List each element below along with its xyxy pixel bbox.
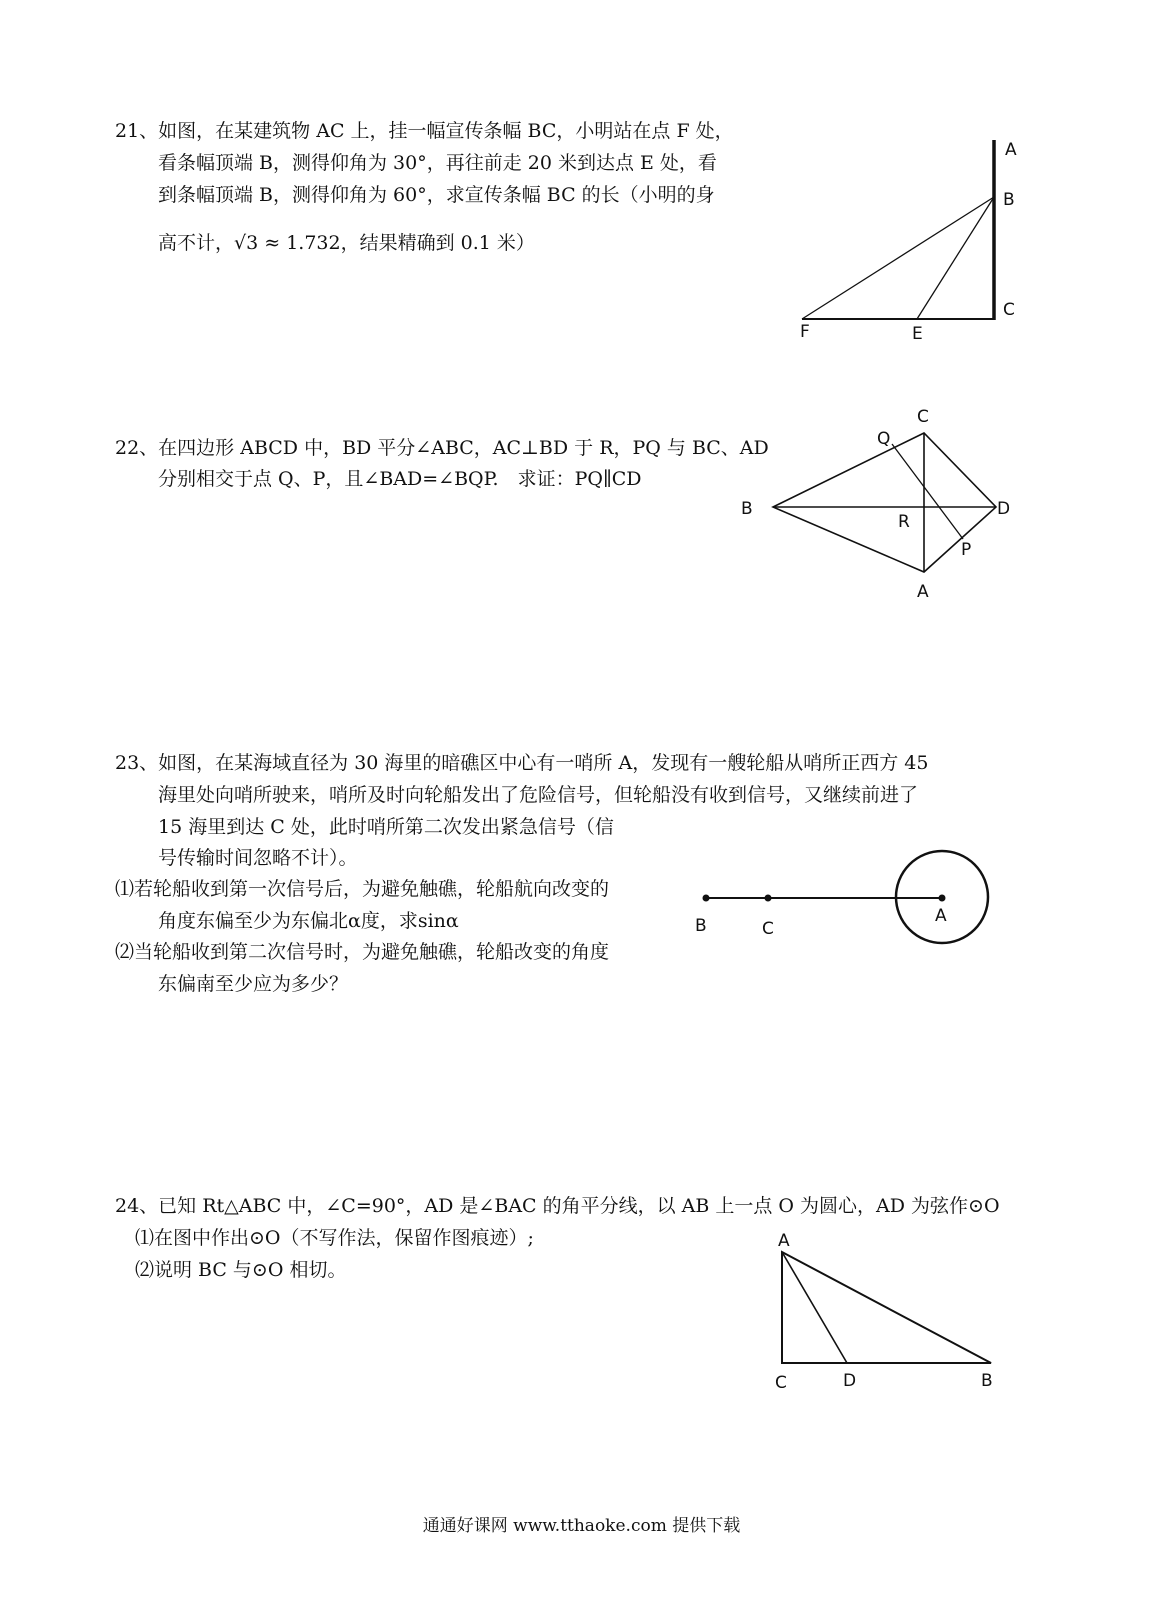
triangle-abc — [782, 1252, 991, 1363]
problem-23-line-4: 号传输时间忽略不计）。 — [158, 847, 358, 869]
problem-23-line-6: 角度东偏至少为东偏北α度，求sinα — [158, 910, 459, 932]
problem-23-line-7: ⑵当轮船收到第二次信号时，为避免触礁，轮船改变的角度 — [115, 941, 610, 963]
problem-23-line-3: 15 海里到达 C 处，此时哨所第二次发出紧急信号（信 — [158, 816, 614, 838]
sightline-eb — [917, 197, 994, 319]
label-a: A — [917, 582, 929, 602]
problem-24-line-1: 24、已知 Rt△ABC 中，∠C=90°，AD 是∠BAC 的角平分线，以 AB 上一点 O 为圆心，AD 为弦作⊙O — [115, 1195, 1000, 1217]
sightline-fb — [802, 197, 994, 319]
point-c-dot — [765, 895, 771, 901]
problem-21-line-4: 高不计，√3 ≈ 1.732，结果精确到 0.1 米） — [158, 232, 535, 254]
problem-21-line-3: 到条幅顶端 B，测得仰角为 60°，求宣传条幅 BC 的长（小明的身 — [158, 184, 715, 206]
figure-21-banner-diagram — [790, 125, 1050, 355]
label-a: A — [935, 906, 947, 926]
figure-22-quadrilateral — [735, 400, 1025, 610]
label-b: B — [741, 499, 753, 519]
problem-21-line-1: 21、如图，在某建筑物 AC 上，挂一幅宣传条幅 BC，小明站在点 F 处， — [115, 120, 734, 142]
label-f: F — [800, 322, 810, 342]
label-q: Q — [877, 429, 891, 449]
label-b: B — [695, 916, 707, 936]
label-a: A — [778, 1231, 790, 1251]
problem-22-line-2: 分别相交于点 Q、P，且∠BAD=∠BQP. 求证：PQ∥CD — [158, 468, 642, 490]
problem-24-line-2: ⑴在图中作出⊙O（不写作法，保留作图痕迹）; — [135, 1227, 534, 1249]
point-b-dot — [703, 895, 709, 901]
figure-23-reef-diagram — [685, 845, 1005, 955]
problem-24-line-3: ⑵说明 BC 与⊙O 相切。 — [135, 1259, 347, 1281]
label-d: D — [997, 499, 1011, 519]
label-c: C — [917, 407, 929, 427]
label-c: C — [1003, 300, 1015, 320]
label-p: P — [961, 540, 972, 560]
problem-23-line-8: 东偏南至少应为多少？ — [158, 973, 349, 995]
problem-23-line-5: ⑴若轮船收到第一次信号后，为避免触礁，轮船航向改变的 — [115, 878, 610, 900]
problem-23-line-1: 23、如图，在某海域直径为 30 海里的暗礁区中心有一哨所 A，发现有一艘轮船从哨所正西方 45 — [115, 752, 929, 774]
problem-23-line-2: 海里处向哨所驶来，哨所及时向轮船发出了危险信号，但轮船没有收到信号，又继续前进了 — [158, 784, 919, 806]
label-r: R — [898, 512, 910, 532]
label-c: C — [762, 919, 774, 939]
label-e: E — [912, 324, 923, 344]
point-a-dot — [939, 895, 945, 901]
problem-21-line-2: 看条幅顶端 B，测得仰角为 30°，再往前走 20 米到达点 E 处，看 — [158, 152, 717, 174]
figure-24-right-triangle — [765, 1225, 1015, 1400]
label-a: A — [1005, 140, 1017, 160]
label-b: B — [981, 1371, 993, 1391]
problem-22-line-1: 22、在四边形 ABCD 中，BD 平分∠ABC，AC⊥BD 于 R，PQ 与 BC、AD — [115, 437, 769, 459]
label-d: D — [843, 1371, 857, 1391]
label-b: B — [1003, 190, 1015, 210]
label-c: C — [775, 1373, 787, 1393]
page-footer: 通通好课网 www.tthaoke.com 提供下载 — [422, 1516, 741, 1536]
